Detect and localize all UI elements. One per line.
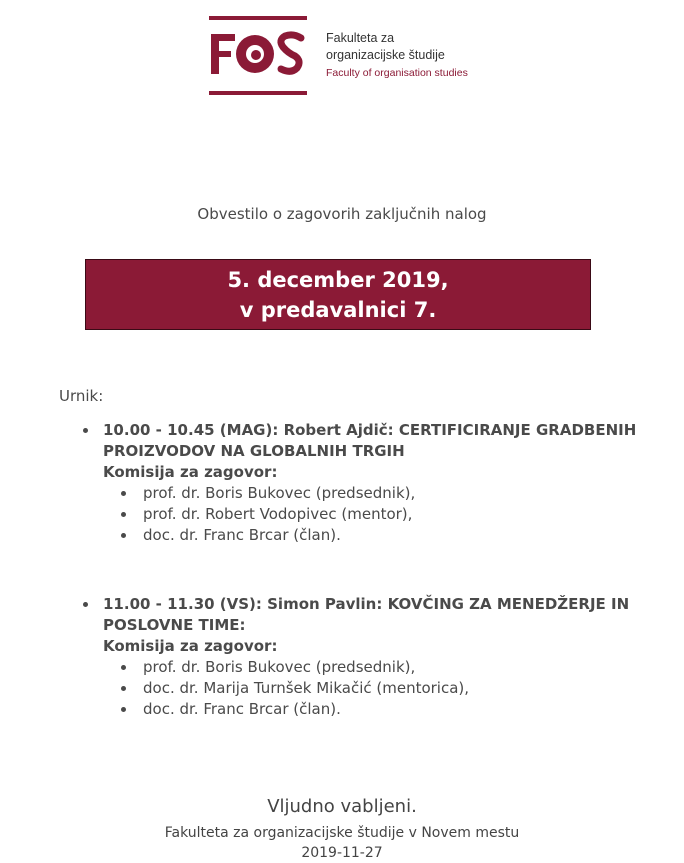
footer-date: 2019-11-27 [301, 845, 383, 861]
schedule-label: Urnik: [59, 387, 104, 405]
bullet-icon [121, 533, 126, 538]
committee-member [0, 483, 684, 504]
committee-members [0, 657, 684, 720]
entry-title-line2: PROIZVODOV NA GLOBALNIH TRGIH [103, 442, 405, 460]
member-text: prof. dr. Boris Bukovec (predsednik), [143, 658, 416, 676]
logo [209, 16, 474, 96]
logo-text-line3: Faculty of organisation studies [326, 67, 468, 79]
committee-member [0, 525, 684, 546]
committee-member [0, 657, 684, 678]
logo-text-line2: organizacijske študije [326, 48, 445, 62]
bullet-icon [83, 602, 88, 607]
committee-member [0, 678, 684, 699]
logo-text-line1: Fakulteta za [326, 31, 395, 45]
notice-heading: Obvestilo o zagovorih zaključnih nalog [197, 205, 487, 223]
banner-date: 5. december 2019, [227, 268, 449, 292]
member-text: prof. dr. Boris Bukovec (predsednik), [143, 484, 416, 502]
entry-title-line1: 11.00 - 11.30 (VS): Simon Pavlin: KOVČING ZA MENEDŽERJE IN [103, 595, 630, 613]
closing-greeting: Vljudno vabljeni. [267, 796, 417, 817]
footer-organization: Fakulteta za organizacijske študije v Novem mestu [164, 825, 520, 841]
member-text: doc. dr. Franc Brcar (član). [143, 700, 341, 718]
entry-title [103, 420, 643, 462]
entry-title-line1: 10.00 - 10.45 (MAG): Robert Ajdič: CERTIFICIRANJE GRADBENIH [103, 421, 637, 439]
committee-label: Komisija za zagovor: [103, 637, 278, 655]
committee-member [0, 699, 684, 720]
entry-title [103, 594, 643, 636]
committee-members [0, 483, 684, 546]
member-text: doc. dr. Marija Turnšek Mikačić (mentorica), [143, 679, 470, 697]
bullet-icon [121, 707, 126, 712]
bullet-icon [121, 665, 126, 670]
bullet-icon [121, 686, 126, 691]
fos-logo-mark [209, 16, 309, 96]
bullet-icon [121, 512, 126, 517]
member-text: doc. dr. Franc Brcar (član). [143, 526, 341, 544]
bullet-icon [83, 428, 88, 433]
committee-member [0, 504, 684, 525]
banner-room: v predavalnici 7. [239, 298, 437, 322]
entry-title-line2: POSLOVNE TIME: [103, 616, 246, 634]
committee-label: Komisija za zagovor: [103, 463, 278, 481]
bullet-icon [121, 491, 126, 496]
date-banner [85, 259, 591, 330]
member-text: prof. dr. Robert Vodopivec (mentor), [143, 505, 413, 523]
